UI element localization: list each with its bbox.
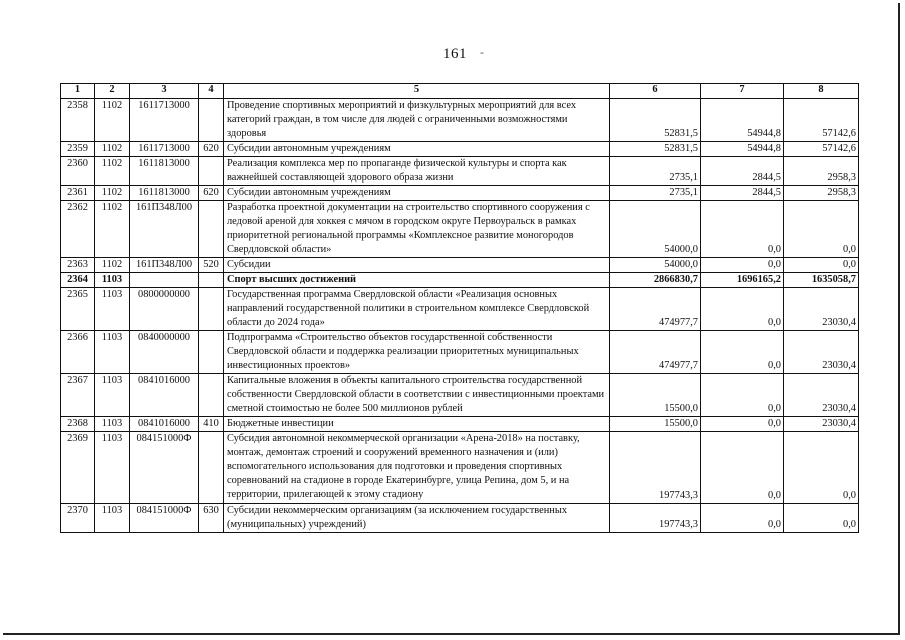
table-row [61,273,859,288]
target-article-cell: 1611813000 [130,186,199,201]
row-number-cell: 2366 [61,331,95,374]
amount-2019-cell: 197743,3 [610,504,701,533]
column-header: 7 [701,84,784,99]
target-article-cell: 1611713000 [130,142,199,157]
expense-type-cell [199,273,224,288]
section-code-cell: 1103 [95,374,130,417]
amount-2019-cell: 54000,0 [610,201,701,258]
description-cell: Подпрограмма «Строительство объектов государственной собственности Свердловской области и поддержка реализации приоритетных муниципальных инвестиционных проектов» [224,331,610,374]
amount-2019-cell: 2866830,7 [610,273,701,288]
row-number-cell: 2361 [61,186,95,201]
amount-2020-cell: 2844,5 [701,186,784,201]
amount-2020-cell: 0,0 [701,201,784,258]
row-number-cell: 2363 [61,258,95,273]
description-cell: Капитальные вложения в объекты капитального строительства государственной собственности Свердловской области в соответствии с инвестиционными проектами сметной стоимостью не более 500 миллионов рублей [224,374,610,417]
target-article-cell: 0840000000 [130,331,199,374]
amount-2021-cell: 1635058,7 [784,273,859,288]
column-header: 8 [784,84,859,99]
amount-2021-cell: 23030,4 [784,374,859,417]
amount-2020-cell: 0,0 [701,417,784,432]
column-header: 4 [199,84,224,99]
expense-type-cell: 620 [199,186,224,201]
amount-2021-cell: 23030,4 [784,288,859,331]
table-row [61,201,859,258]
table-row [61,417,859,432]
amount-2020-cell: 54944,8 [701,99,784,142]
section-code-cell: 1102 [95,186,130,201]
amount-2020-cell: 2844,5 [701,157,784,186]
expense-type-cell: 520 [199,258,224,273]
amount-2019-cell: 15500,0 [610,417,701,432]
section-code-cell: 1103 [95,504,130,533]
amount-2021-cell: 2958,3 [784,186,859,201]
amount-2019-cell: 15500,0 [610,374,701,417]
amount-2019-cell: 2735,1 [610,157,701,186]
column-header: 1 [61,84,95,99]
expense-type-cell [199,432,224,504]
column-header: 3 [130,84,199,99]
target-article-cell: 0800000000 [130,288,199,331]
row-number-cell: 2369 [61,432,95,504]
expense-type-cell: 620 [199,142,224,157]
table-row [61,99,859,142]
expense-type-cell [199,157,224,186]
amount-2021-cell: 23030,4 [784,417,859,432]
amount-2020-cell: 0,0 [701,374,784,417]
amount-2020-cell: 1696165,2 [701,273,784,288]
amount-2021-cell: 0,0 [784,504,859,533]
table-row [61,374,859,417]
expense-type-cell [199,288,224,331]
column-header: 5 [224,84,610,99]
amount-2020-cell: 0,0 [701,288,784,331]
amount-2020-cell: 0,0 [701,432,784,504]
table-row [61,157,859,186]
section-code-cell: 1102 [95,201,130,258]
target-article-cell [130,273,199,288]
section-code-cell: 1103 [95,432,130,504]
description-cell: Субсидии автономным учреждениям [224,142,610,157]
row-number-cell: 2365 [61,288,95,331]
section-code-cell: 1103 [95,331,130,374]
expense-type-cell [199,99,224,142]
table-row [61,331,859,374]
description-cell: Спорт высших достижений [224,273,610,288]
row-number-cell: 2368 [61,417,95,432]
amount-2019-cell: 52831,5 [610,99,701,142]
budget-table [60,83,859,533]
amount-2021-cell: 0,0 [784,432,859,504]
row-number-cell: 2364 [61,273,95,288]
expense-type-cell [199,201,224,258]
row-number-cell: 2360 [61,157,95,186]
target-article-cell: 084151000Ф [130,432,199,504]
amount-2021-cell: 0,0 [784,201,859,258]
amount-2020-cell: 0,0 [701,331,784,374]
description-cell: Субсидии [224,258,610,273]
target-article-cell: 0841016000 [130,374,199,417]
section-code-cell: 1102 [95,99,130,142]
section-code-cell: 1103 [95,417,130,432]
amount-2019-cell: 54000,0 [610,258,701,273]
table-row [61,142,859,157]
target-article-cell: 1611813000 [130,157,199,186]
amount-2019-cell: 197743,3 [610,432,701,504]
description-cell: Субсидии некоммерческим организациям (за исключением государственных (муниципальных) учреждений) [224,504,610,533]
row-number-cell: 2359 [61,142,95,157]
row-number-cell: 2367 [61,374,95,417]
section-code-cell: 1103 [95,273,130,288]
section-code-cell: 1102 [95,142,130,157]
description-cell: Бюджетные инвестиции [224,417,610,432]
expense-type-cell [199,331,224,374]
column-header: 2 [95,84,130,99]
amount-2019-cell: 474977,7 [610,288,701,331]
amount-2020-cell: 54944,8 [701,142,784,157]
target-article-cell: 161П348Л00 [130,258,199,273]
description-cell: Субсидии автономным учреждениям [224,186,610,201]
target-article-cell: 161П348Л00 [130,201,199,258]
amount-2021-cell: 57142,6 [784,99,859,142]
amount-2021-cell: 23030,4 [784,331,859,374]
page-mark: - [480,45,484,59]
amount-2021-cell: 0,0 [784,258,859,273]
section-code-cell: 1102 [95,258,130,273]
row-number-cell: 2362 [61,201,95,258]
table-row [61,288,859,331]
table-row [61,432,859,504]
description-cell: Государственная программа Свердловской области «Реализация основных направлений государственной политики в строительном комплексе Свердловской области до 2024 года» [224,288,610,331]
amount-2019-cell: 2735,1 [610,186,701,201]
expense-type-cell: 410 [199,417,224,432]
description-cell: Реализация комплекса мер по пропаганде физической культуры и спорта как важнейшей составляющей здорового образа жизни [224,157,610,186]
target-article-cell: 0841016000 [130,417,199,432]
amount-2020-cell: 0,0 [701,504,784,533]
page-number: 161 [443,46,467,62]
amount-2021-cell: 2958,3 [784,157,859,186]
row-number-cell: 2370 [61,504,95,533]
target-article-cell: 1611713000 [130,99,199,142]
section-code-cell: 1103 [95,288,130,331]
amount-2019-cell: 52831,5 [610,142,701,157]
row-number-cell: 2358 [61,99,95,142]
table-header-row [61,84,859,99]
table-row [61,504,859,533]
table-row [61,258,859,273]
section-code-cell: 1102 [95,157,130,186]
description-cell: Субсидия автономной некоммерческой организации «Арена-2018» на поставку, монтаж, демонтаж строений и сооружений временного назначения и (или) вспомогательного использования для подготовки и проведения спортивных соревнований на стадионе в городе Екатеринбурге, улица Репина, дом 5, и на территории, прилегающей к этому стадиону [224,432,610,504]
expense-type-cell [199,374,224,417]
amount-2020-cell: 0,0 [701,258,784,273]
description-cell: Разработка проектной документации на строительство спортивного сооружения с ледовой ареной для хоккея с мячом в городском округе Первоуральск в рамках приоритетной региональной программы «Комплексное развитие моногородов Свердловской области» [224,201,610,258]
description-cell: Проведение спортивных мероприятий и физкультурных мероприятий для всех категорий граждан, в том числе для людей с ограниченными возможностями здоровья [224,99,610,142]
amount-2021-cell: 57142,6 [784,142,859,157]
expense-type-cell: 630 [199,504,224,533]
table-row [61,186,859,201]
target-article-cell: 084151000Ф [130,504,199,533]
amount-2019-cell: 474977,7 [610,331,701,374]
column-header: 6 [610,84,701,99]
